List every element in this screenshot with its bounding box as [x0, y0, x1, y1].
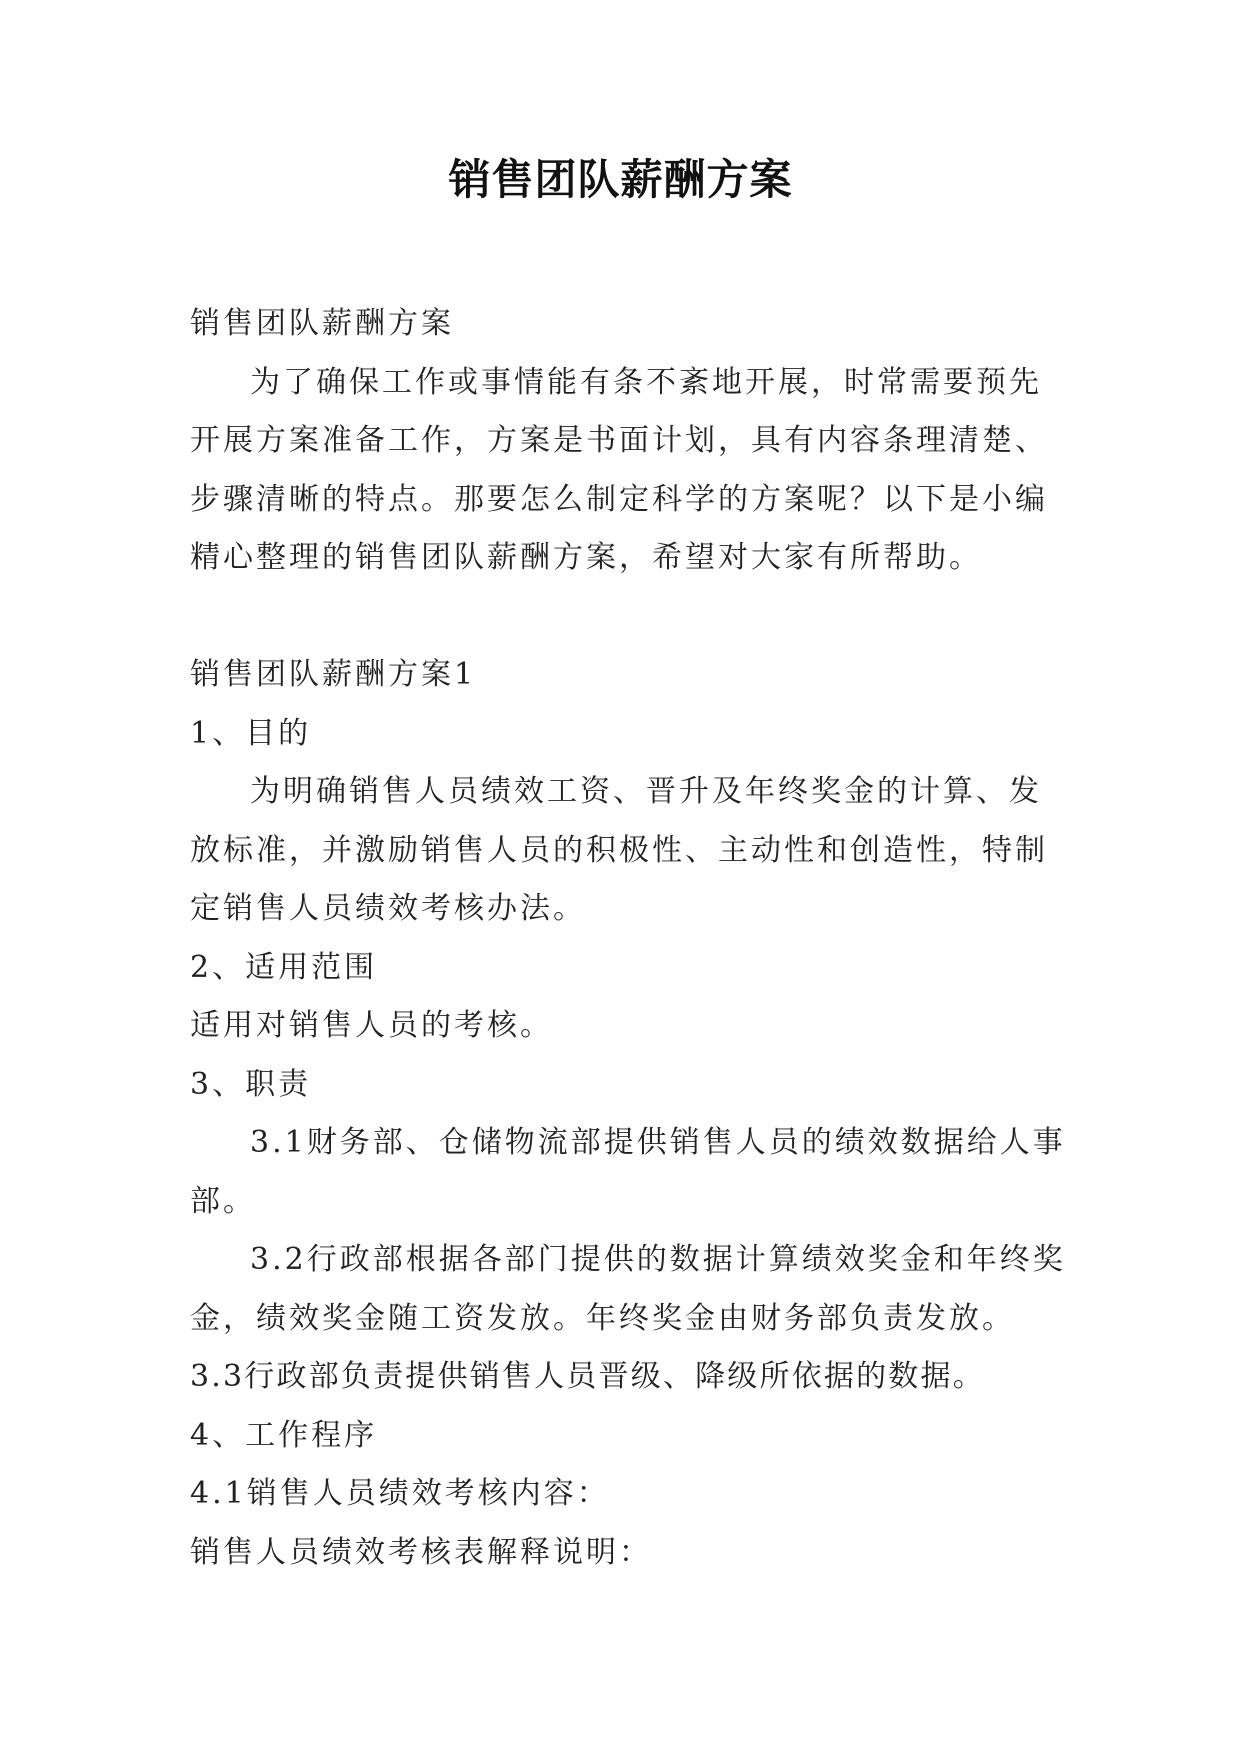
paragraph-purpose: 为明确销售人员绩效工资、晋升及年终奖金的计算、发放标准，并激励销售人员的积极性、主动性和创造性，特制定销售人员绩效考核办法。 — [190, 774, 1048, 926]
paragraph-duty-3-2: 3.2行政部根据各部门提供的数据计算绩效奖金和年终奖金，绩效奖金随工资发放。年终奖金由财务部负责发放。 — [190, 1242, 1066, 1336]
paragraph-heading: 销售团队薪酬方案 — [190, 306, 454, 341]
paragraph-spacer — [190, 588, 1070, 647]
paragraph-intro: 为了确保工作或事情能有条不紊地开展，时常需要预先开展方案准备工作，方案是书面计划，具有内容条理清楚、步骤清晰的特点。那要怎么制定科学的方案呢？以下是小编精心整理的销售团队薪酬方案，希望对大家有所帮助。 — [190, 364, 1048, 575]
subheading-scope: 2、适用范围 — [190, 949, 378, 985]
paragraph-table-explanation: 销售人员绩效考核表解释说明： — [190, 1534, 652, 1570]
paragraph-scope: 适用对销售人员的考核。 — [190, 1008, 553, 1043]
paragraph-duty-3-1: 3.1财务部、仓储物流部提供销售人员的绩效数据给人事部。 — [190, 1125, 1066, 1219]
subheading-purpose: 1、目的 — [190, 715, 312, 751]
section-heading: 销售团队薪酬方案1 — [190, 657, 477, 692]
document-title: 销售团队薪酬方案 — [448, 155, 793, 204]
subheading-procedure: 4、工作程序 — [190, 1417, 378, 1453]
subheading-duties: 3、职责 — [190, 1066, 312, 1102]
paragraph-duty-3-3: 3.3行政部负责提供销售人员晋级、降级所依据的数据。 — [190, 1359, 985, 1394]
paragraph-procedure-4-1: 4.1销售人员绩效考核内容： — [190, 1476, 610, 1511]
document-body — [190, 295, 1070, 1582]
